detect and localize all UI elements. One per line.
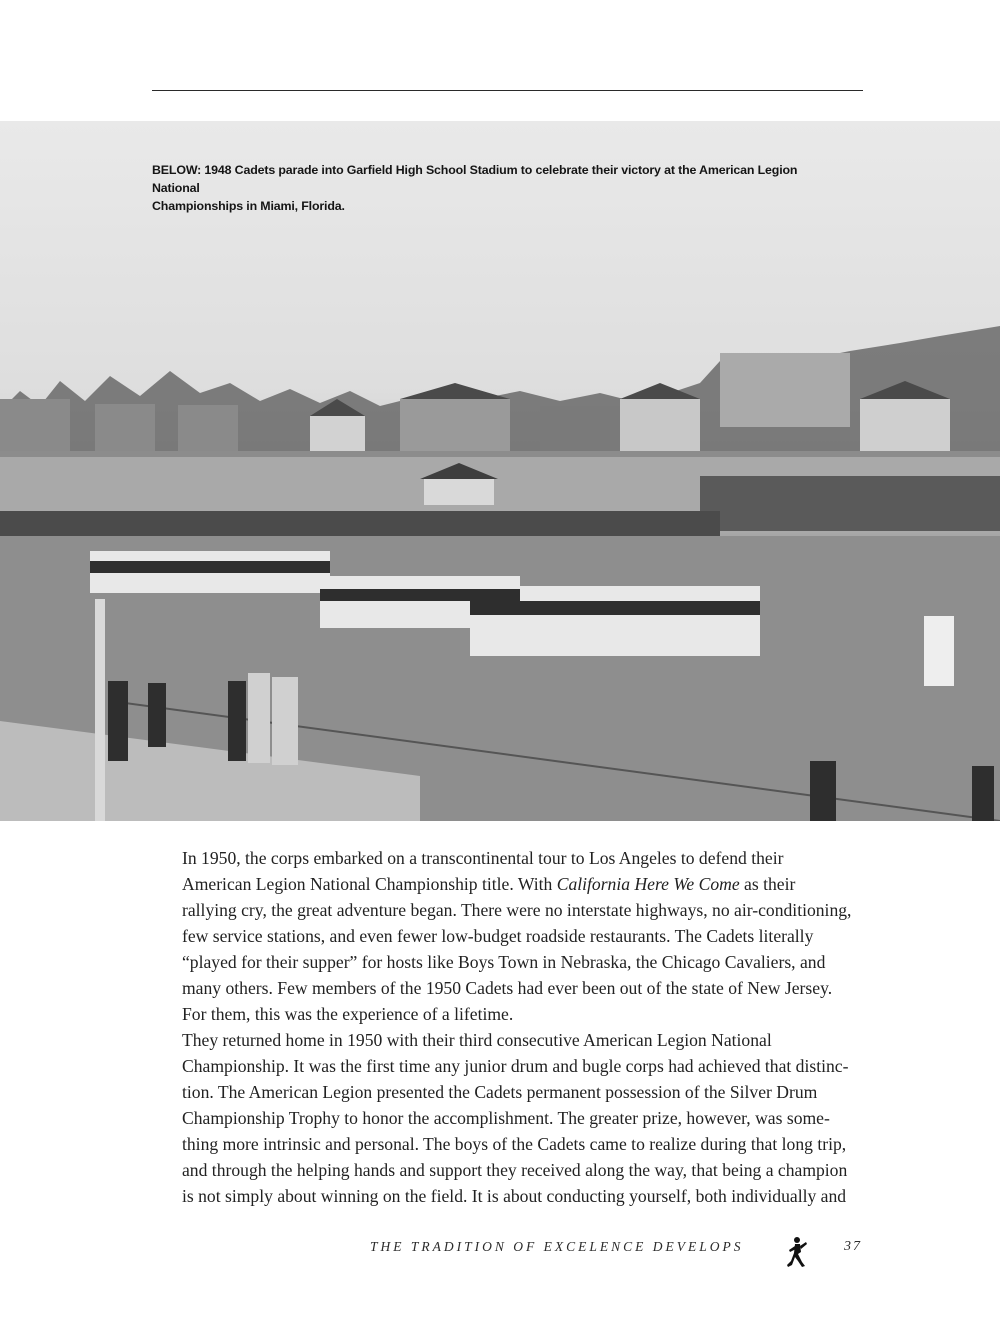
top-rule xyxy=(152,90,863,91)
paragraph-2-line-2: Championship. It was the first time any junior drum and bugle corps had achieved that distinc- xyxy=(182,1056,849,1076)
caption-label: BELOW: xyxy=(152,163,202,177)
paragraph-2 xyxy=(152,1027,864,1209)
paragraph-1-line-2b: as their xyxy=(739,874,796,894)
drum-major-figure-icon xyxy=(784,1235,808,1269)
stadium-photo-illustration xyxy=(0,121,1000,821)
paragraph-1-line-3: rallying cry, the great adventure began. There were no interstate highways, no air-conditioning, xyxy=(182,900,852,920)
paragraph-2-line-1: They returned home in 1950 with their third consecutive American Legion National xyxy=(182,1030,772,1050)
photo-caption xyxy=(152,161,832,215)
caption-text-2: Championships in Miami, Florida. xyxy=(152,199,345,213)
song-title: California Here We Come xyxy=(556,874,740,894)
stadium-photo xyxy=(0,121,1000,821)
paragraph-2-line-5: thing more intrinsic and personal. The boys of the Cadets came to realize during that long trip, xyxy=(182,1134,847,1154)
body-text xyxy=(152,845,864,1209)
caption-text: 1948 Cadets parade into Garfield High School Stadium to celebrate their victory at the American Legion National xyxy=(152,163,798,195)
page-footer xyxy=(370,1235,864,1269)
paragraph-1-line-7: For them, this was the experience of a lifetime. xyxy=(182,1004,514,1024)
paragraph-1-line-2 xyxy=(152,871,864,897)
paragraph-2-line-4: Championship Trophy to honor the accomplishment. The greater prize, however, was some- xyxy=(182,1108,830,1128)
paragraph-1-line-4: few service stations, and even fewer low-budget roadside restaurants. The Cadets literally xyxy=(182,926,814,946)
paragraph-1-line-6: many others. Few members of the 1950 Cadets had ever been out of the state of New Jersey. xyxy=(182,978,833,998)
running-head: THE TRADITION OF EXCELENCE DEVELOPS xyxy=(370,1239,744,1254)
paragraph-1 xyxy=(152,845,864,1027)
paragraph-2-line-3: tion. The American Legion presented the Cadets permanent possession of the Silver Drum xyxy=(182,1082,818,1102)
page-number: 37 xyxy=(844,1239,862,1254)
paragraph-1-line-2a: American Legion National Championship title. With xyxy=(182,874,557,894)
paragraph-1-line-1: In 1950, the corps embarked on a transcontinental tour to Los Angeles to defend their xyxy=(182,848,784,868)
paragraph-2-line-7: is not simply about winning on the field. It is about conducting yourself, both individually and xyxy=(182,1186,847,1206)
paragraph-2-line-6: and through the helping hands and support they received along the way, that being a champion xyxy=(182,1160,848,1180)
paragraph-1-line-5: “played for their supper” for hosts like Boys Town in Nebraska, the Chicago Cavaliers, and xyxy=(182,952,826,972)
